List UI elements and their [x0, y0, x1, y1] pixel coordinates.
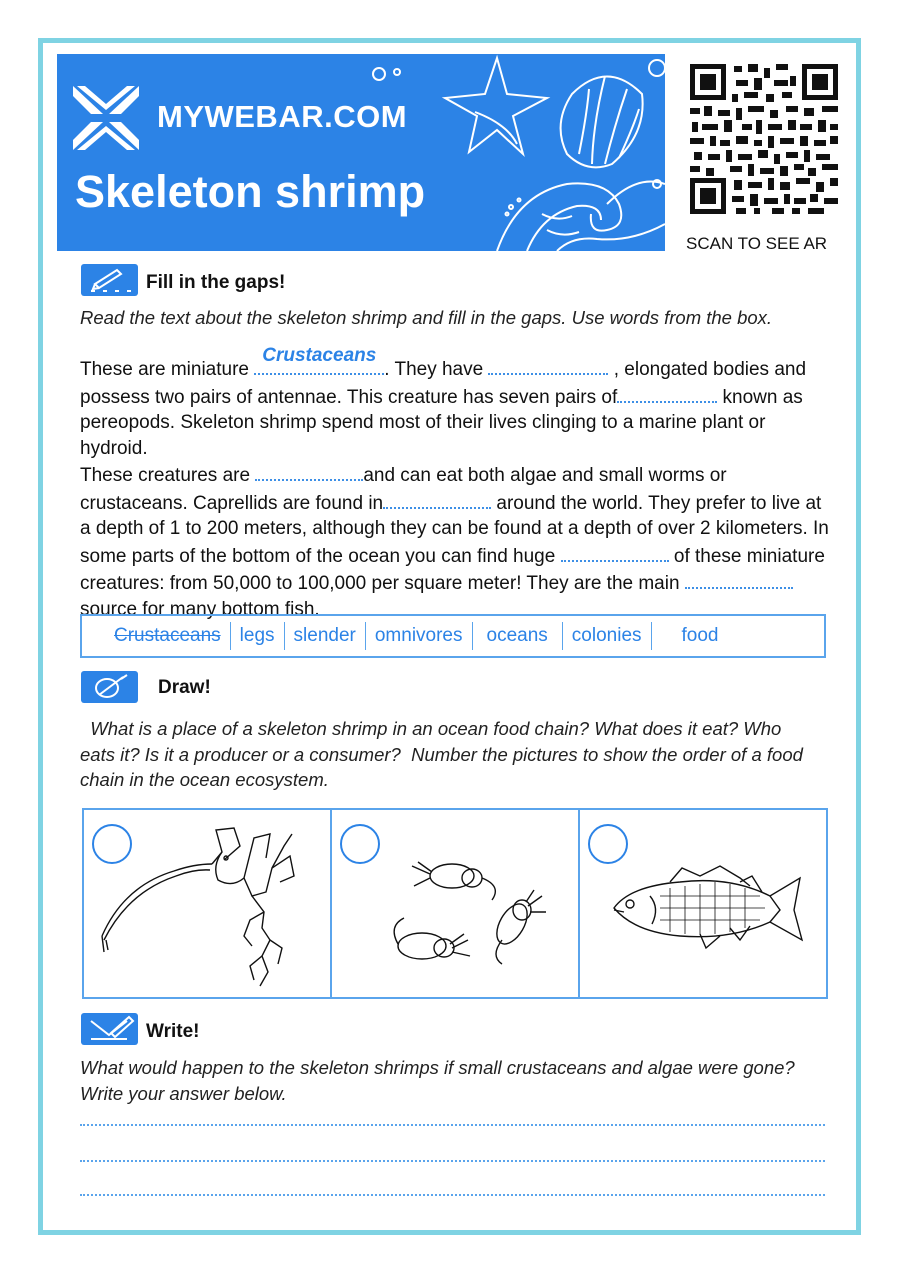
word-oceans[interactable]: oceans — [473, 622, 563, 650]
answer-line-2[interactable] — [80, 1160, 825, 1162]
gap-1[interactable] — [254, 345, 384, 375]
skeleton-shrimp-icon — [94, 816, 324, 1001]
draw-instruction: What is a place of a skeleton shrimp in an ocean food chain? What does it eat? Who eats it? Is it a producer or a consumer? Number the pictures to show the order of a food chain in the ocean ecosystem. — [80, 718, 809, 790]
word-legs[interactable]: legs — [231, 622, 285, 650]
gap-7[interactable] — [685, 569, 793, 589]
header-banner — [57, 54, 665, 251]
answer-line-3[interactable] — [80, 1194, 825, 1196]
word-food[interactable]: food — [681, 625, 719, 646]
qr-code-icon[interactable] — [690, 64, 838, 214]
gap-4[interactable] — [255, 461, 363, 481]
gap-6[interactable] — [561, 542, 669, 562]
food-chain-pictures — [82, 808, 828, 999]
mywebar-logo-icon — [71, 84, 141, 152]
example-answer: Crustaceans — [262, 345, 377, 366]
fill-gaps-text: These are miniature Crustaceans . They have , elongated bodies and possess two pairs of antennae. This creature has seven pairs of known as pereopods. Skeleton shrimp spend most of their lives clinging to a marine plant or hydroid. These creatures are and can eat both algae and small worms or crustaceans. Caprellids are found in around the world. They prefer to live at a depth of 1 to 200 meters, although they can be found at a depth of over 2 kilometers. In some parts of the bottom of the ocean you can find huge of these miniature creatures: from 50,000 to 100,000 per square meter! They are the main source for many bottom fish. — [80, 345, 829, 620]
fill-gaps-instruction: Read the text about the skeleton shrimp and fill in the gaps. Use words from the box. — [80, 307, 773, 328]
word-slender[interactable]: slender — [285, 622, 366, 650]
site-name: MYWEBAR.COM — [157, 99, 408, 134]
write-title: Write! — [146, 1021, 200, 1042]
draw-title: Draw! — [158, 677, 211, 698]
fish-icon — [590, 816, 820, 1001]
gap-5[interactable] — [383, 489, 491, 509]
answer-line-1[interactable] — [80, 1124, 825, 1126]
scan-label: SCAN TO SEE AR — [686, 234, 828, 253]
word-box — [80, 614, 826, 658]
word-omnivores[interactable]: omnivores — [366, 622, 473, 650]
envelope-pencil-icon — [81, 1013, 138, 1045]
picture-panel-skeleton-shrimp — [84, 810, 332, 997]
write-instruction: What would happen to the skeleton shrimps if small crustaceans and algae were gone? Write your answer below. — [80, 1057, 795, 1104]
picture-panel-small-crustaceans — [332, 810, 580, 997]
page-title: Skeleton shrimp — [75, 166, 426, 217]
pencil-lines-icon — [81, 264, 138, 296]
gap-3[interactable] — [617, 383, 717, 403]
copepods-icon — [342, 816, 572, 1001]
brush-icon — [81, 671, 138, 703]
word-crustaceans[interactable]: Crustaceans — [82, 622, 231, 650]
sea-decoration-icon — [357, 54, 665, 251]
word-colonies[interactable]: colonies — [563, 622, 652, 650]
picture-panel-fish — [580, 810, 826, 997]
fill-gaps-title: Fill in the gaps! — [146, 272, 286, 293]
gap-2[interactable] — [488, 355, 608, 375]
